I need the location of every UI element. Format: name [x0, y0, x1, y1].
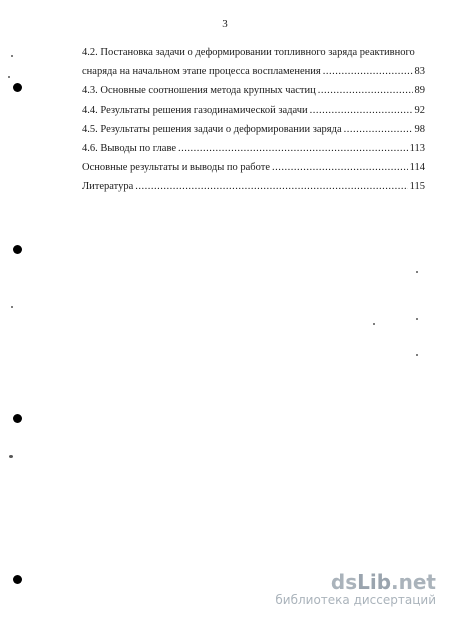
toc-leader-dots: [310, 101, 413, 120]
dslib-watermark: [275, 571, 436, 607]
scan-speck: [416, 354, 418, 356]
toc-entry: [82, 177, 425, 196]
toc-entry-4-2: [82, 43, 425, 81]
toc-entry-text: Основные результаты и выводы по работе: [82, 162, 271, 174]
toc-entry-4-2-line1: 4.2. Постановка задачи о деформировании топливного заряда реактивного: [82, 47, 415, 58]
toc-leader-dots: [323, 62, 413, 81]
toc-entry-text: 4.5. Результаты решения задачи о деформировании заряда: [82, 123, 342, 135]
toc-entry-page: 89: [414, 85, 425, 97]
table-of-contents: [82, 43, 425, 197]
scan-speck: [9, 455, 13, 458]
toc-entry: [82, 139, 425, 158]
toc-entry-text: Литература: [82, 181, 134, 193]
scan-speck: [11, 55, 13, 57]
toc-entry-text: 4.6. Выводы по главе: [82, 143, 177, 155]
page-number: 3: [222, 18, 228, 30]
toc-entry-page: 114: [409, 162, 425, 174]
toc-leader-dots: [135, 177, 407, 196]
toc-entry-text: 4.4. Результаты решения газодинамической задачи: [82, 104, 308, 116]
scan-speck: [416, 318, 418, 320]
binding-hole-mark: [13, 575, 22, 584]
toc-entry-4-2-page: 83: [414, 66, 425, 78]
binding-hole-mark: [13, 245, 22, 254]
toc-entry-page: 92: [414, 104, 425, 116]
toc-entry: [82, 158, 425, 177]
binding-hole-mark: [13, 414, 22, 423]
toc-entry-4-2-line2: снаряда на начальном этапе процесса воспламенения: [82, 66, 321, 78]
scan-speck: [416, 271, 418, 273]
toc-entry: [82, 101, 425, 120]
scan-speck: [11, 306, 13, 308]
dslib-logo: dsLib.net: [330, 570, 436, 594]
toc-entry-page: 115: [409, 181, 425, 193]
toc-entry-page: 113: [409, 143, 425, 155]
toc-leader-dots: [344, 120, 413, 139]
scan-speck: [373, 323, 375, 325]
dslib-subtitle: библиотека диссертаций: [275, 593, 436, 607]
toc-entry-text: 4.3. Основные соотношения метода крупных частиц: [82, 85, 316, 97]
toc-entry: [82, 120, 425, 139]
binding-hole-mark: [13, 83, 22, 92]
toc-entry: [82, 81, 425, 100]
toc-leader-dots: [272, 158, 408, 177]
toc-entry-page: 98: [414, 123, 425, 135]
toc-leader-dots: [318, 81, 413, 100]
scan-speck: [8, 76, 10, 78]
toc-leader-dots: [178, 139, 408, 158]
